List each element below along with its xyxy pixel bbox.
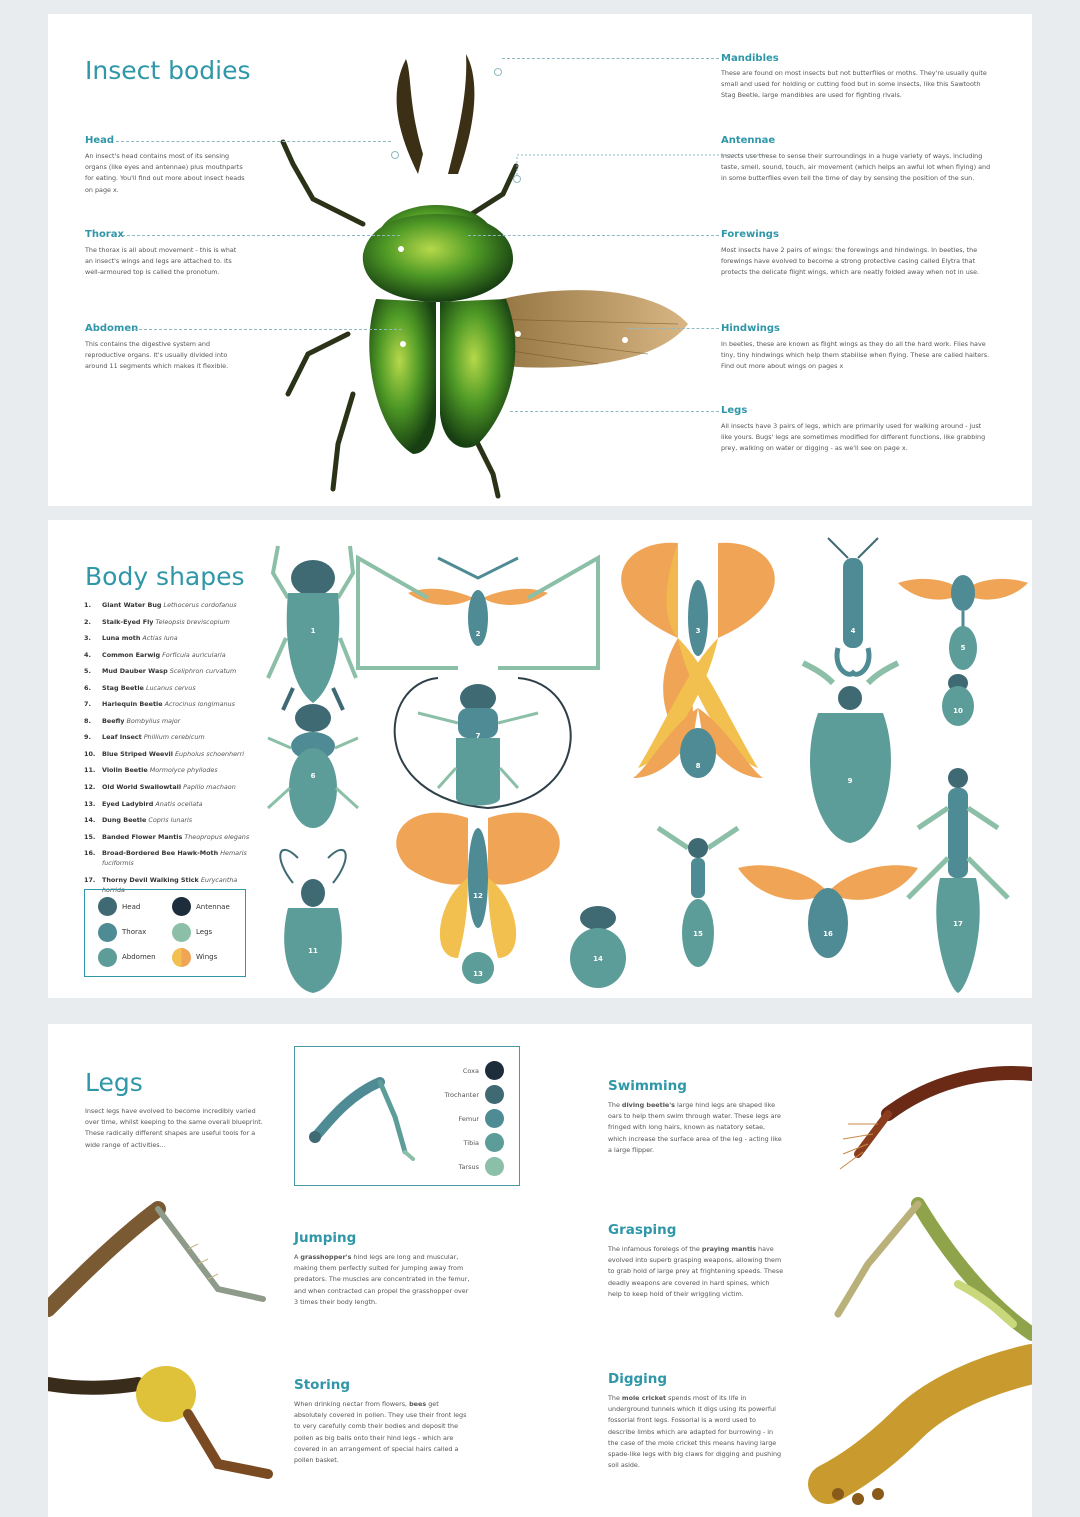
list-item: 3. Luna moth Actias luna bbox=[84, 634, 178, 643]
jumping-title: Jumping bbox=[294, 1230, 357, 1246]
hindwings-description: In beetles, these are known as flight wings as they do all the hard work. Flies have tiny, tiny hindwings which help them stabilise when flying. These are called halters. Find out more about wings on pages x bbox=[721, 340, 990, 371]
part-label-tibia: Tibia bbox=[463, 1139, 479, 1147]
thorax-leader-line bbox=[122, 235, 400, 236]
insect-5-mud-dauber bbox=[898, 575, 1028, 670]
stag-beetle-illustration bbox=[268, 34, 708, 504]
list-item: 7. Harlequin Beetle Acrocinus longimanus bbox=[84, 700, 235, 709]
list-item: 17. Thorny Devil Walking Stick Eurycantha horrida bbox=[84, 876, 238, 895]
thorax-description: The thorax is all about movement - this is what an insect's wings and legs are attached to. Its well-armoured top is called the pronotum. bbox=[85, 246, 237, 277]
swimming-text: The diving beetle's large hind legs are shaped like oars to help them swim through water. These legs are fringed with long hairs, known as natatory setae, which increase the surface area of the leg - acting like a large flipper. bbox=[608, 1101, 782, 1154]
list-item: 13. Eyed Ladybird Anatis ocellata bbox=[84, 799, 203, 808]
storing-title: Storing bbox=[294, 1377, 351, 1393]
abdomen-label: Abdomen bbox=[85, 323, 139, 334]
swimming-title: Swimming bbox=[608, 1078, 687, 1094]
diving-beetle-leg-photo bbox=[818, 1054, 1032, 1184]
figure-number-5: 5 bbox=[960, 644, 966, 652]
mantis-leg-photo bbox=[808, 1194, 1032, 1344]
jumping-text: A grasshopper's hind legs are long and muscular, making them perfectly suited for jumping away from predators. The muscles are concentrated in the femur, and when contracted can propel the grasshopper over 3 times their body length. bbox=[294, 1253, 470, 1306]
legs-description: All insects have 3 pairs of legs, which are primarily used for walking around - just like yours. Bugs' legs are sometimes modified for different functions, like grabbing prey, walking on water or digging - as we'll see on page x. bbox=[721, 422, 986, 453]
page-title: Body shapes bbox=[85, 562, 245, 591]
list-item: 15. Banded Flower Mantis Theopropus elegans bbox=[84, 832, 250, 841]
thorax-swatch bbox=[98, 923, 117, 942]
legs-label: Legs bbox=[721, 405, 748, 416]
leg-diagram-illustration bbox=[305, 1067, 415, 1167]
thorax-label: Thorax bbox=[85, 229, 124, 240]
list-item: 5. Mud Dauber Wasp Sceliphron curvatum bbox=[84, 667, 237, 676]
bee-leg-photo bbox=[48, 1354, 278, 1494]
grasping-text: The infamous forelegs of the praying mantis have evolved into superb grasping weapons, allowing them to grab hold of large prey at frightening speeds. These deadly weapons are covered in hard spines, which help to keep hold of their wriggling victim. bbox=[608, 1245, 784, 1298]
legs-page bbox=[48, 1024, 1032, 1517]
insect-9-leaf-insect bbox=[803, 663, 898, 843]
insect-4-earwig bbox=[828, 538, 878, 674]
figure-number-9: 9 bbox=[847, 777, 853, 785]
insect-16-hawk-moth bbox=[738, 865, 918, 958]
digging-title: Digging bbox=[608, 1371, 668, 1387]
list-item: 8. Beefly Bombylius major bbox=[84, 716, 181, 725]
insect-14-dung-beetle bbox=[570, 906, 626, 988]
list-item: 16. Broad-Bordered Bee Hawk-Moth Hemaris fuciformis bbox=[84, 849, 247, 868]
head-leader-line bbox=[116, 141, 391, 142]
figure-number-2: 2 bbox=[475, 630, 481, 638]
mandibles-label: Mandibles bbox=[721, 53, 779, 64]
insect-2-stalk-eyed-fly bbox=[358, 558, 598, 668]
list-item: 11. Violin Beetle Mormolyce phyllodes bbox=[84, 766, 218, 775]
trochanter-swatch bbox=[485, 1085, 504, 1104]
head-label: Head bbox=[85, 135, 115, 146]
head-swatch bbox=[98, 897, 117, 916]
antennae-swatch bbox=[172, 897, 191, 916]
insect-1-giant-water-bug bbox=[268, 546, 356, 703]
wings-swatch bbox=[172, 948, 191, 967]
mandibles-description: These are found on most insects but not butterflies or moths. They're usually quite small and used for holding or cutting food but in some insects, like this Sawtooth Stag Beetle, large mandibles are used for fighting rivals. bbox=[721, 69, 987, 100]
key-abdomen: Abdomen bbox=[122, 953, 156, 961]
forewings-label: Forewings bbox=[721, 229, 779, 240]
list-item: 2. Stalk-Eyed Fly Teleopsis breviscopium bbox=[84, 617, 230, 626]
figure-number-6: 6 bbox=[310, 772, 316, 780]
list-item: 1. Giant Water Bug Lethocerus cordofanus bbox=[84, 601, 237, 609]
part-label-coxa: Coxa bbox=[462, 1067, 479, 1075]
key-thorax: Thorax bbox=[122, 928, 147, 936]
grasshopper-leg-photo bbox=[48, 1199, 273, 1339]
tarsus-swatch bbox=[485, 1157, 504, 1176]
figure-number-15: 15 bbox=[693, 930, 703, 938]
hindwings-label: Hindwings bbox=[721, 323, 780, 334]
key-antennae: Antennae bbox=[196, 903, 230, 911]
insect-6-stag-beetle bbox=[268, 688, 358, 828]
list-item: 9. Leaf Insect Phillium cerebicum bbox=[84, 733, 205, 742]
page-title: Legs bbox=[85, 1068, 143, 1097]
list-item: 14. Dung Beetle Copris lunaris bbox=[84, 816, 193, 825]
femur-swatch bbox=[485, 1109, 504, 1128]
coxa-swatch bbox=[485, 1061, 504, 1080]
head-description: An insect's head contains most of its sensing organs (like eyes and antennae) plus mouthparts for eating. You'll find out more about insect heads on page x. bbox=[85, 152, 245, 194]
insect-17-walking-stick bbox=[908, 768, 1008, 993]
storing-text: When drinking nectar from flowers, bees get absolutely covered in pollen. They use their front legs to very carefully comb their bodies and deposit the pollen as big balls onto their hind legs - which are covered in an arrangement of special hairs called a pollen basket. bbox=[294, 1400, 467, 1465]
figure-number-3: 3 bbox=[695, 627, 701, 635]
tibia-swatch bbox=[485, 1133, 504, 1152]
insect-10-weevil bbox=[942, 674, 974, 726]
body-shapes-page bbox=[48, 520, 1032, 998]
key-legs: Legs bbox=[196, 928, 213, 936]
legs-swatch bbox=[172, 923, 191, 942]
figure-number-8: 8 bbox=[695, 762, 701, 770]
insect-bodies-page bbox=[48, 14, 1032, 506]
figure-number-10: 10 bbox=[953, 707, 963, 715]
color-key bbox=[84, 889, 246, 977]
figure-number-13: 13 bbox=[473, 970, 483, 978]
insect-11-violin-beetle bbox=[280, 850, 345, 993]
abdomen-swatch bbox=[98, 948, 117, 967]
figure-number-14: 14 bbox=[593, 955, 603, 963]
hindwings-leader-line bbox=[628, 328, 719, 329]
species-list bbox=[84, 600, 254, 902]
mole-cricket-leg-photo bbox=[818, 1344, 1032, 1509]
forewings-description: Most insects have 2 pairs of wings: the forewings and hindwings. In beetles, the forewings have evolved to become a strong protective casing called Elytra that protects the delicate flight wings, which are neatly folded away when not in use. bbox=[721, 246, 980, 277]
digging-text: The mole cricket spends most of its life in underground tunnels which it digs using its powerful fossorial front legs. Fossorial is a word used to describe limbs which are adapted for burrowing - in the case of the mole cricket this means having large spade-like legs with big claws for digging and pushing soil aside. bbox=[608, 1394, 782, 1470]
insect-7-harlequin-beetle bbox=[395, 678, 571, 808]
list-item: 4. Common Earwig Forficula auricularia bbox=[84, 650, 226, 659]
mandibles-leader-line bbox=[502, 58, 719, 59]
insect-silhouettes bbox=[258, 538, 1028, 998]
list-item: 6. Stag Beetle Lucanus cervus bbox=[84, 683, 196, 692]
legs-intro: Insect legs have evolved to become incredibly varied over time, whilst keeping to the same overall blueprint. These radically different shapes are useful tools for a wide range of activities... bbox=[85, 1107, 263, 1149]
figure-number-17: 17 bbox=[953, 920, 963, 928]
page-title: Insect bodies bbox=[85, 56, 251, 85]
part-label-femur: Femur bbox=[458, 1115, 479, 1123]
insect-12-swallowtail bbox=[396, 813, 560, 958]
legs-leader-line bbox=[510, 411, 719, 412]
list-item: 12. Old World Swallowtail Papilio machaon bbox=[84, 783, 236, 792]
figure-number-7: 7 bbox=[475, 732, 481, 740]
figure-number-1: 1 bbox=[310, 627, 316, 635]
key-wings: Wings bbox=[196, 953, 218, 961]
key-head: Head bbox=[122, 903, 141, 911]
insect-15-mantis bbox=[658, 828, 738, 967]
antennae-label: Antennae bbox=[721, 135, 776, 146]
part-label-tarsus: Tarsus bbox=[458, 1163, 479, 1171]
figure-number-12: 12 bbox=[473, 892, 483, 900]
list-item: 10. Blue Striped Weevil Eupholus schoenherri bbox=[84, 749, 245, 758]
figure-number-11: 11 bbox=[308, 947, 318, 955]
abdomen-leader-line bbox=[134, 329, 402, 330]
part-label-trochanter: Trochanter bbox=[444, 1091, 479, 1099]
leg-anatomy-diagram bbox=[294, 1046, 520, 1186]
abdomen-description: This contains the digestive system and reproductive organs. It's usually divided into around 11 segments which makes it flexible. bbox=[85, 340, 229, 371]
forewings-leader-line bbox=[468, 235, 719, 236]
figure-number-16: 16 bbox=[823, 930, 833, 938]
antennae-description: Insects use these to sense their surroundings in a huge variety of ways, including taste, smell, sound, touch, air movement (which helps an awful lot when flying) and in some butterflies even tell the time of day by sensing the position of the sun. bbox=[721, 152, 991, 183]
grasping-title: Grasping bbox=[608, 1222, 677, 1238]
insect-13-ladybird bbox=[462, 952, 494, 984]
figure-number-4: 4 bbox=[850, 627, 856, 635]
